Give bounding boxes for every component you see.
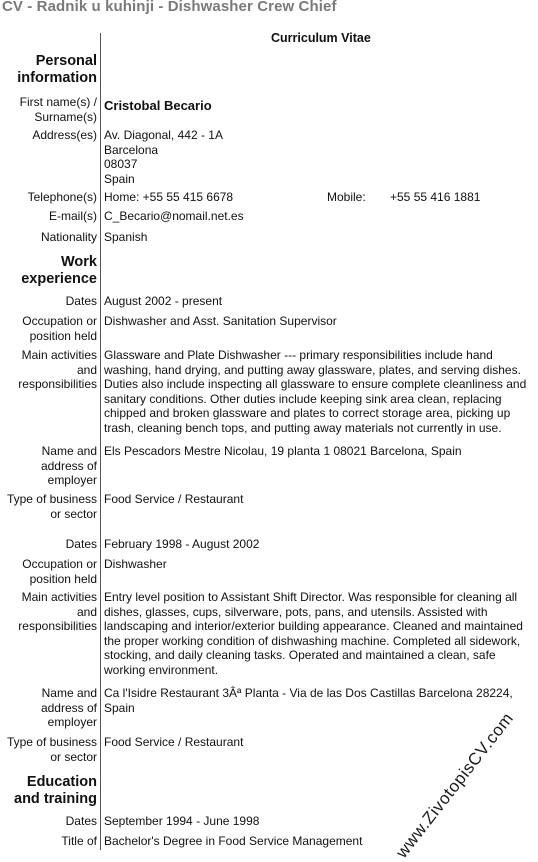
education-dates: September 1994 - June 1998 bbox=[104, 814, 260, 828]
education-dates-label: Dates bbox=[65, 814, 97, 828]
email-value[interactable]: C_Becario@nomail.net.es bbox=[104, 209, 244, 223]
job2-occupation: Dishwasher bbox=[104, 557, 167, 571]
mobile-label: Mobile: bbox=[327, 190, 366, 204]
job1-sector-label: Type of business or sector bbox=[6, 492, 97, 521]
job1-employer: Els Pescadors Mestre Nicolau, 19 planta 1 08021 Barcelona, Spain bbox=[104, 444, 462, 458]
job1-occupation-label: Occupation or position held bbox=[22, 314, 97, 343]
job2-dates: February 1998 - August 2002 bbox=[104, 537, 260, 551]
section-education-heading: Education and training bbox=[14, 774, 97, 807]
name-label: First name(s) / Surname(s) bbox=[19, 95, 97, 124]
job1-occupation: Dishwasher and Asst. Sanitation Supervisor bbox=[104, 314, 337, 328]
page-title: CV - Radnik u kuhinji - Dishwasher Crew Chief bbox=[2, 0, 337, 15]
telephone-home: Home: +55 55 415 6678 bbox=[104, 190, 234, 204]
cv-title: Curriculum Vitae bbox=[271, 31, 371, 45]
section-work-heading: Work experience bbox=[21, 254, 97, 287]
job1-activities: Glassware and Plate Dishwasher --- primary responsibilities include hand washing, hand drying, and putting away glassware, plates, and serving dishes. Duties also include inspecting all glassware to ensure complete cleanliness and sanitary conditions. Other duties include keeping sink area clean, replacing chipped and broken glassware and plates to correct storage area, picking up trash, cleaning bench tops, and putting away materials not currently in use. bbox=[104, 348, 527, 435]
nationality-value: Spanish bbox=[104, 230, 148, 244]
job2-activities: Entry level position to Assistant Shift Director. Was responsible for cleaning all dishes, glasses, cups, silverware, pots, pans, and utensils. Assisted with landscaping and interior/exterior building appearance. Cleaned and maintained the proper working condition of dishwashing machine. Completed all sidework, stocking, and daily cleaning tasks. Operated and maintained a clean, safe working environment. bbox=[104, 590, 523, 677]
watermark: www.ZivotopisCV.com bbox=[392, 708, 518, 862]
job2-activities-label: Main activities and responsibilities bbox=[18, 590, 97, 633]
job1-dates: August 2002 - present bbox=[104, 294, 223, 308]
education-title: Bachelor's Degree in Food Service Management bbox=[104, 834, 363, 848]
job1-dates-label: Dates bbox=[65, 294, 97, 308]
job2-dates-label: Dates bbox=[65, 537, 97, 551]
email-label: E-mail(s) bbox=[49, 209, 97, 223]
full-name: Cristobal Becario bbox=[104, 98, 212, 113]
education-title-label: Title of bbox=[61, 834, 97, 848]
column-divider bbox=[100, 33, 101, 850]
job1-employer-label: Name and address of employer bbox=[40, 444, 97, 487]
telephone-label: Telephone(s) bbox=[27, 190, 97, 204]
nationality-label: Nationality bbox=[40, 230, 97, 244]
job2-occupation-label: Occupation or position held bbox=[22, 557, 97, 586]
job2-employer-label: Name and address of employer bbox=[40, 686, 97, 729]
job2-sector-label: Type of business or sector bbox=[6, 735, 97, 764]
address-label: Address(es) bbox=[32, 128, 97, 142]
job2-employer: Ca l'Isidre Restaurant 3Âª Planta - Via de las Dos Castillas Barcelona 28224, Spain bbox=[104, 686, 513, 715]
address-value: Av. Diagonal, 442 - 1A Barcelona 08037 Spain bbox=[104, 128, 223, 186]
mobile-value: +55 55 416 1881 bbox=[390, 190, 481, 204]
job2-sector: Food Service / Restaurant bbox=[104, 735, 244, 749]
job1-activities-label: Main activities and responsibilities bbox=[18, 348, 97, 391]
section-personal-heading: Personal information bbox=[17, 53, 97, 86]
job1-sector: Food Service / Restaurant bbox=[104, 492, 244, 506]
